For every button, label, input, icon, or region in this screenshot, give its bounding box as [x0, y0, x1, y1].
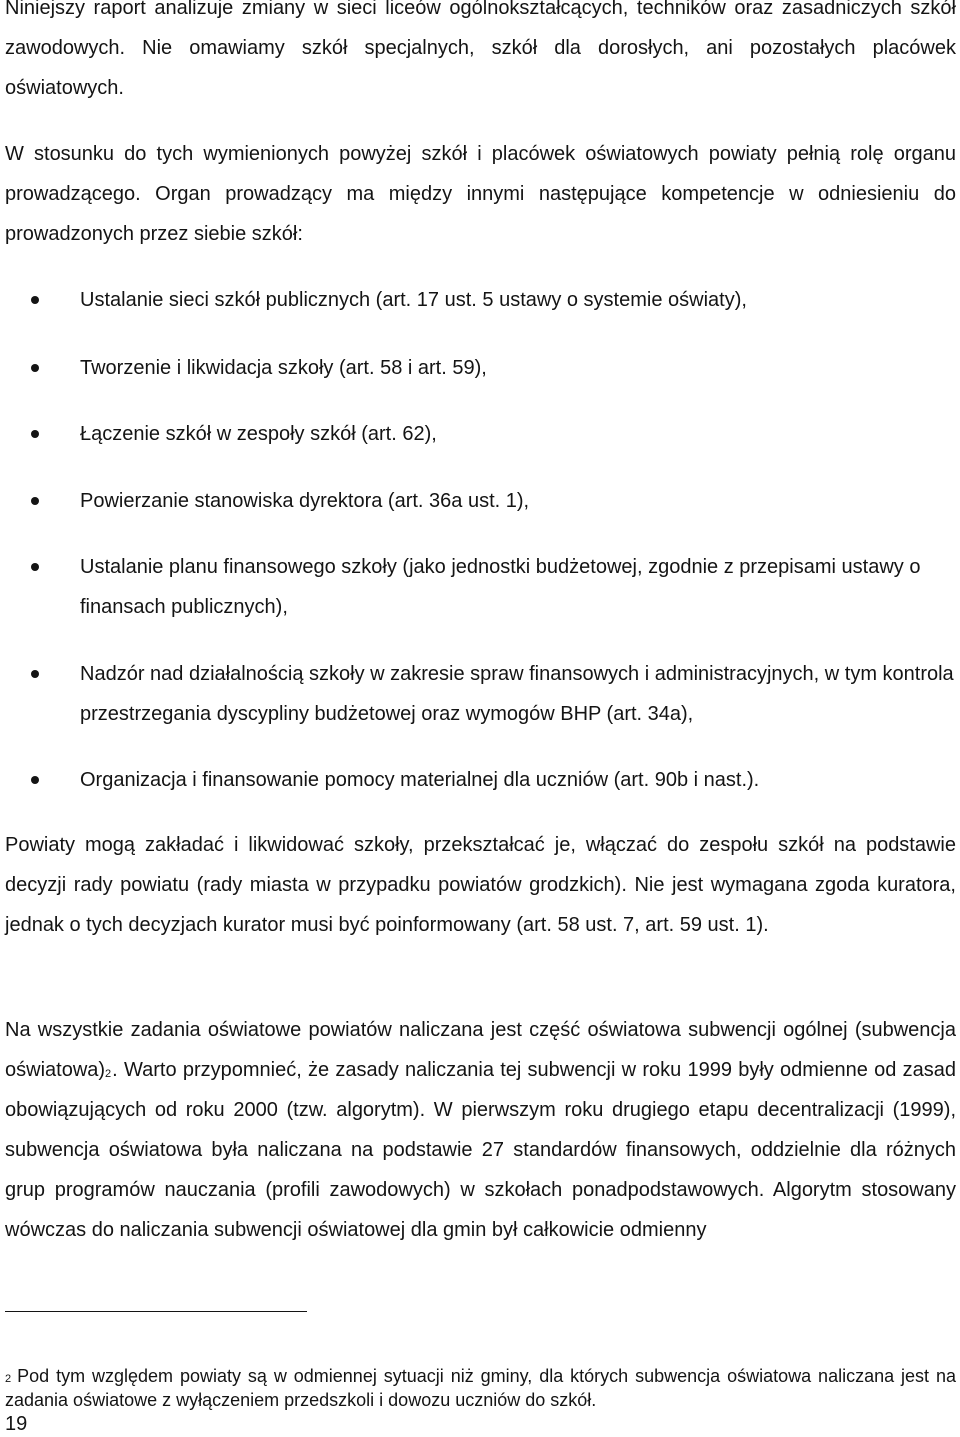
list-item [80, 481, 956, 521]
list-item-text: Tworzenie i likwidacja szkoły (art. 58 i art. 59), [80, 357, 487, 379]
bullet-icon [31, 497, 39, 505]
subwencja-text-part2: . Warto przypomnieć, że zasady naliczania tej subwencji w roku 1999 były odmienne od zasad obowiązujących od roku 2000 (tzw. algorytm). W pierwszym roku drugiego etapu decentralizacji (1999), subwencja oświatowa była naliczana na podstawie 27 standardów finansowych, oddzielnie dla różnych grup programów nauczania (profili zawodowych) w szkołach ponadpodstawowych. Algorytm stosowany wówczas do naliczania subwencji oświatowej dla gmin był całkowicie odmienny [5, 1059, 956, 1241]
subwencja-paragraph [5, 1010, 956, 1250]
list-item-text: Ustalanie planu finansowego szkoły (jako jednostki budżetowej, zgodnie z przepisami ustawy o finansach publicznych), [80, 556, 921, 618]
list-item-text: Organizacja i finansowanie pomocy materialnej dla uczniów (art. 90b i nast.). [80, 769, 760, 791]
bullet-icon [31, 364, 39, 372]
footnote-text: Pod tym względem powiaty są w odmiennej sytuacji niż gminy, dla których subwencja oświatowa naliczana jest na zadania oświatowe z wyłączeniem przedszkoli i dowozu uczniów do szkół. [5, 1366, 956, 1410]
footnote-mark: 2 [5, 1373, 12, 1385]
footnote-reference: 2 [105, 1068, 112, 1080]
list-item [80, 280, 956, 320]
list-item [80, 654, 956, 734]
bullet-icon [31, 670, 39, 678]
bullet-icon [31, 430, 39, 438]
bullet-icon [31, 776, 39, 784]
bullet-icon [31, 563, 39, 571]
competence-intro-paragraph: W stosunku do tych wymienionych powyżej szkół i placówek oświatowych powiaty pełnią rolę organu prowadzącego. Organ prowadzący ma między innymi następujące kompetencje w odniesieniu do prowadzonych przez siebie szkół: [5, 143, 956, 245]
footnote-separator [5, 1311, 307, 1312]
list-item [80, 760, 956, 800]
page-number: 19 [5, 1413, 28, 1435]
powiaty-paragraph: Powiaty mogą zakładać i likwidować szkoły, przekształcać je, włączać do zespołu szkół na podstawie decyzji rady powiatu (rady miasta w przypadku powiatów grodzkich). Nie jest wymagana zgoda kuratora, jednak o tych decyzjach kurator musi być poinformowany (art. 58 ust. 7, art. 59 ust. 1). [5, 834, 956, 936]
footnote [5, 1364, 956, 1412]
list-item [80, 414, 956, 454]
list-item [80, 547, 956, 627]
list-item [80, 348, 956, 388]
list-item-text: Ustalanie sieci szkół publicznych (art. 17 ust. 5 ustawy o systemie oświaty), [80, 289, 747, 311]
list-item-text: Powierzanie stanowiska dyrektora (art. 36a ust. 1), [80, 490, 530, 512]
bullet-icon [31, 296, 39, 304]
subwencja-text-part1: Na wszystkie zadania oświatowe powiatów naliczana jest część oświatowa subwencji ogólnej (subwencja oświatowa) [5, 1019, 956, 1081]
list-item-text: Nadzór nad działalnością szkoły w zakresie spraw finansowych i administracyjnych, w tym kontrola przestrzegania dyscypliny budżetowej oraz wymogów BHP (art. 34a), [80, 663, 954, 725]
list-item-text: Łączenie szkół w zespoły szkół (art. 62), [80, 423, 437, 445]
intro-paragraph: Niniejszy raport analizuje zmiany w sieci liceów ogólnokształcących, techników oraz zasadniczych szkół zawodowych. Nie omawiamy szkół specjalnych, szkół dla dorosłych, ani pozostałych placówek oświatowych. [5, 0, 956, 99]
